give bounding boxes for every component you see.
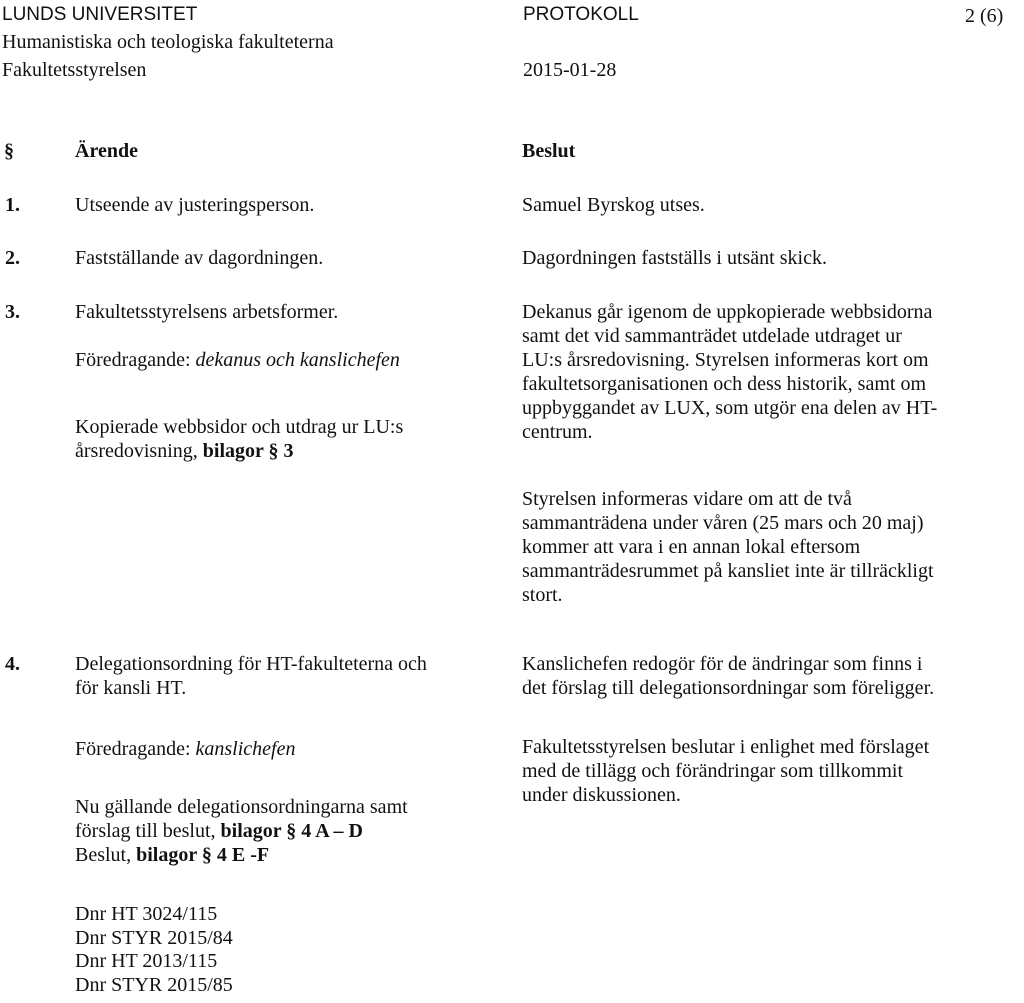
item-decision <box>522 300 937 444</box>
decision-column-heading: Beslut <box>522 140 576 162</box>
item-number: 1. <box>5 194 20 216</box>
item-decision <box>522 652 934 700</box>
decision-line: fakultetsorganisationen och dess historik, samt om <box>522 373 927 395</box>
item-number: 4. <box>5 653 20 675</box>
attachments-line: Beslut, <box>75 844 132 866</box>
faculty-name: Humanistiska och teologiska fakulteterna <box>2 31 334 53</box>
item-title: Fakultetsstyrelsens arbetsformer. <box>75 301 339 323</box>
attachment-reference: bilagor § 4 E -F <box>136 844 270 866</box>
matter-column-heading: Ärende <box>75 140 138 162</box>
item-presenter <box>75 737 295 761</box>
item-title: Utseende av justeringsperson. <box>75 194 315 216</box>
item-title <box>75 652 427 700</box>
item-decision-continued <box>522 735 929 807</box>
decision-line: stort. <box>522 584 563 606</box>
page-number: 2 (6) <box>965 5 1004 27</box>
decision-line: under diskussionen. <box>522 784 681 806</box>
item-presenter <box>75 348 400 372</box>
title-line: för kansli HT. <box>75 677 187 699</box>
attachments-line: Kopierade webbsidor och utdrag ur LU:s <box>75 416 404 438</box>
item-decision: Dagordningen fastställs i utsänt skick. <box>522 247 827 269</box>
decision-line: uppbyggandet av LUX, som utgör ena delen av HT- <box>522 397 938 419</box>
item-number: 2. <box>5 247 20 269</box>
registry-number: Dnr STYR 2015/85 <box>75 973 233 996</box>
decision-line: centrum. <box>522 421 593 443</box>
registry-number: Dnr STYR 2015/84 <box>75 926 233 949</box>
board-name: Fakultetsstyrelsen <box>2 59 147 81</box>
item-number: 3. <box>5 301 20 323</box>
attachment-reference: bilagor § 3 <box>202 440 294 462</box>
item-decision-continued <box>522 487 934 607</box>
item-title: Fastställande av dagordningen. <box>75 247 324 269</box>
attachments-line: årsredovisning, <box>75 440 198 462</box>
presenter-label: Föredragande: <box>75 349 191 371</box>
registry-number: Dnr HT 3024/115 <box>75 903 218 925</box>
decision-line: sammanträdesrummet på kansliet inte är tillräckligt <box>522 560 934 582</box>
registry-numbers <box>75 903 233 997</box>
document-date: 2015-01-28 <box>523 59 617 81</box>
university-name: LUNDS UNIVERSITET <box>2 4 198 25</box>
decision-line: Styrelsen informeras vidare om att de två <box>522 488 852 510</box>
item-attachments <box>75 415 403 463</box>
decision-line: Fakultetsstyrelsen beslutar i enlighet med förslaget <box>522 736 930 758</box>
decision-line: sammanträdena under våren (25 mars och 20 maj) <box>522 512 924 534</box>
presenter-label: Föredragande: <box>75 738 191 760</box>
decision-line: Kanslichefen redogör för de ändringar som finns i <box>522 653 923 675</box>
title-line: Delegationsordning för HT-fakulteterna och <box>75 653 427 675</box>
attachment-reference: bilagor § 4 A – D <box>220 820 363 842</box>
item-decision: Samuel Byrskog utses. <box>522 194 705 216</box>
item-attachments <box>75 795 408 867</box>
decision-line: Dekanus går igenom de uppkopierade webbsidorna <box>522 301 933 323</box>
attachments-line: Nu gällande delegationsordningarna samt <box>75 796 408 818</box>
registry-number: Dnr HT 2013/115 <box>75 950 218 972</box>
document-type: PROTOKOLL <box>523 4 639 25</box>
decision-line: det förslag till delegationsordningar som föreligger. <box>522 677 935 699</box>
decision-line: samt det vid sammanträdet utdelade utdraget ur <box>522 325 902 347</box>
decision-line: kommer att vara i en annan lokal eftersom <box>522 536 861 558</box>
decision-line: med de tillägg och förändringar som tillkommit <box>522 760 904 782</box>
presenter-name: kanslichefen <box>195 738 296 760</box>
presenter-name: dekanus och kanslichefen <box>195 349 400 371</box>
attachments-line: förslag till beslut, <box>75 820 216 842</box>
decision-line: LU:s årsredovisning. Styrelsen informeras kort om <box>522 349 929 371</box>
paragraph-column-heading: § <box>4 140 14 162</box>
